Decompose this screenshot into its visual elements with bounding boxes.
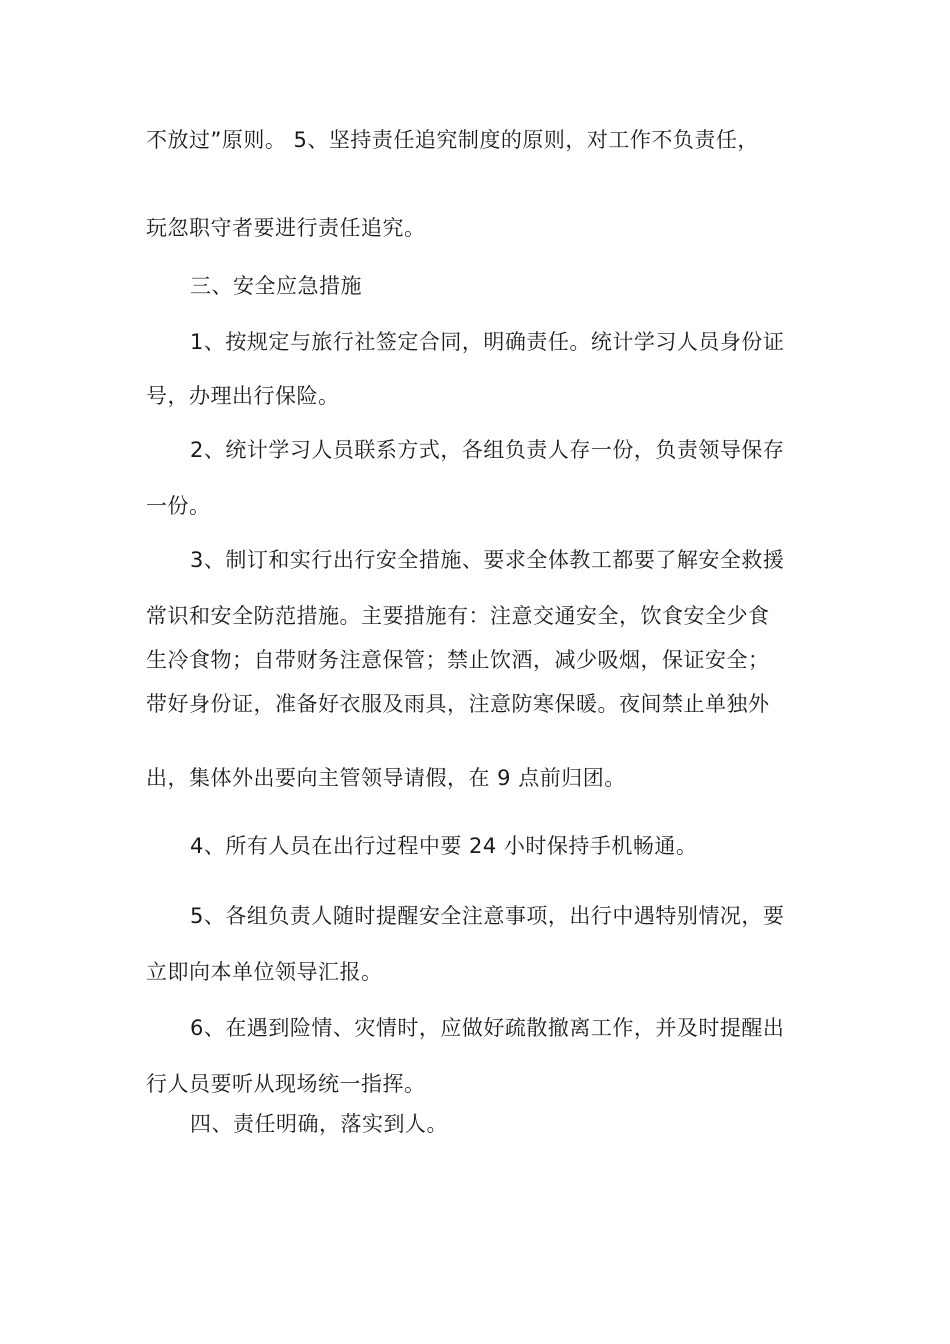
text-line: 行人员要听从现场统一指挥。 [146,1072,426,1096]
section-heading: 三、安全应急措施 [190,274,362,298]
text-line: 带好身份证，准备好衣服及雨具，注意防寒保暖。夜间禁止单独外 [146,692,770,716]
text-line: 1、按规定与旅行社签定合同，明确责任。统计学习人员身份证 [190,330,785,354]
text-line: 3、制订和实行出行安全措施、要求全体教工都要了解安全救援 [190,548,785,572]
text-line: 号，办理出行保险。 [146,384,340,408]
text-line: 玩忽职守者要进行责任追究。 [146,216,426,240]
text-line: 6、在遇到险情、灾情时，应做好疏散撤离工作，并及时提醒出 [190,1016,785,1040]
text-line: 5、各组负责人随时提醒安全注意事项，出行中遇特别情况，要 [190,904,785,928]
section-heading: 四、责任明确，落实到人。 [190,1112,448,1136]
text-line: 常识和安全防范措施。主要措施有：注意交通安全，饮食安全少食 [146,604,770,628]
text-line: 生冷食物；自带财务注意保管；禁止饮酒，减少吸烟，保证安全； [146,648,770,672]
text-line: 不放过”原则。 5、坚持责任追究制度的原则，对工作不负责任， [146,128,759,152]
text-line: 一份。 [146,494,211,518]
text-line: 2、统计学习人员联系方式，各组负责人存一份，负责领导保存 [190,438,785,462]
text-line: 立即向本单位领导汇报。 [146,960,383,984]
text-line: 4、所有人员在出行过程中要 24 小时保持手机畅通。 [190,834,698,858]
text-line: 出，集体外出要向主管领导请假，在 9 点前归团。 [146,766,626,790]
